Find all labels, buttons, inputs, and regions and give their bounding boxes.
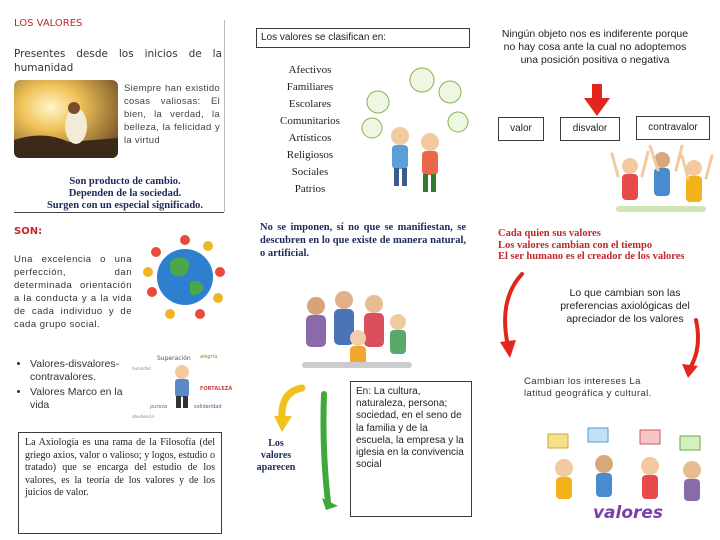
- type-item: Religiosos: [286, 149, 334, 161]
- lo-que-text: Lo que cambian son las preferencias axiológicas del apreciador de los valores: [560, 287, 690, 325]
- ningun-text: Ningún objeto nos es indiferente porque no hay cosa ante la cual no adoptemos una posición positiva o negativa: [501, 28, 689, 66]
- producto-line: Dependen de la sociedad.: [68, 188, 182, 199]
- presentes-text: Presentes desde los inicios de la humanidad: [14, 48, 222, 74]
- bullet-item: • Valores-disvalores-contravalores.: [30, 358, 136, 384]
- contravalor-label: contravalor: [636, 116, 710, 140]
- globe-image: [140, 232, 230, 322]
- son-title: SON:: [14, 226, 43, 237]
- no-se-imponen-text: No se imponen, sí no que se manifiestan, se descubren en lo que existe de manera natural, o artificial.: [260, 222, 466, 259]
- producto-line: Son producto de cambio.: [69, 176, 181, 187]
- divider: [14, 212, 224, 213]
- cloud-word: obediencia: [132, 414, 154, 419]
- type-item: Afectivos: [288, 64, 332, 76]
- arrow-down-left-icon: [488, 270, 528, 358]
- kids-bubbles-image: [360, 58, 470, 198]
- disvalor-label: disvalor: [560, 117, 620, 141]
- bullets-list: [14, 358, 136, 412]
- type-item: Comunitarios: [280, 115, 340, 127]
- cloud-word: solidaridad: [194, 404, 222, 410]
- valores-word: valores: [592, 503, 664, 523]
- cada-quien-block: [498, 228, 720, 263]
- prayer-image: [14, 80, 118, 158]
- arrow-down-icon: [584, 84, 610, 116]
- type-item: Artísticos: [288, 132, 332, 144]
- family-image: [282, 284, 432, 374]
- cloud-word: alegría: [200, 354, 218, 360]
- arrow-down-icon: [272, 384, 312, 434]
- cada-quien-line: Cada quien sus valores: [498, 228, 601, 239]
- cambian-text: Cambian los intereses La latitud geográfica y cultural.: [524, 376, 652, 399]
- en-box: En: La cultura, naturaleza, persona; sociedad, en el seno de la familia y de la escuela, la empresa y la iglesia en la convivencia social: [350, 381, 472, 517]
- valores-kids-image: [540, 424, 716, 534]
- aparecen-text: Los valores aparecen: [256, 438, 296, 473]
- kids-image: [606, 140, 716, 222]
- cloud-word: Superación: [157, 355, 191, 362]
- cada-quien-line: El ser humano es el creador de los valores: [498, 251, 685, 262]
- cloud-word: humildad: [132, 366, 151, 371]
- cada-quien-line: Los valores cambian con el tiempo: [498, 239, 653, 251]
- types-list: [268, 62, 352, 198]
- valor-label: valor: [498, 117, 544, 141]
- cloud-word: pureza: [150, 404, 168, 410]
- cloud-word: FORTALEZA: [200, 386, 232, 392]
- arrow-right-icon: [318, 390, 346, 510]
- arrow-down-icon: [676, 318, 706, 378]
- word-cloud-image: [132, 348, 232, 420]
- producto-line: Surgen con un especial significado.: [46, 200, 204, 211]
- producto-block: [30, 176, 220, 212]
- type-item: Escolares: [288, 98, 332, 110]
- divider: [224, 20, 225, 212]
- type-item: Sociales: [291, 166, 329, 178]
- page-title: LOS VALORES: [14, 18, 83, 29]
- siempre-text: Siempre han existido cosas valiosas: El bien, la verdad, la belleza, la felicidad y la virtud: [124, 83, 220, 146]
- axiologia-box: La Axiología es una rama de la Filosofía (del griego axios, valor o valioso; y logos, estudio o tratado) que se encarga del estudio de los valores, es la teoría de los valores y de los juicios de valor.: [18, 432, 222, 534]
- clasifican-header: Los valores se clasifican en:: [256, 28, 470, 48]
- type-item: Familiares: [286, 81, 334, 93]
- type-item: Patrios: [294, 183, 326, 195]
- son-text: Una excelencia o una perfección, dan determinada orientación a la conducta y a la vida de cada individuo y de cada grupo social.: [14, 254, 132, 330]
- bullet-item: • Valores Marco en la vida: [30, 386, 136, 412]
